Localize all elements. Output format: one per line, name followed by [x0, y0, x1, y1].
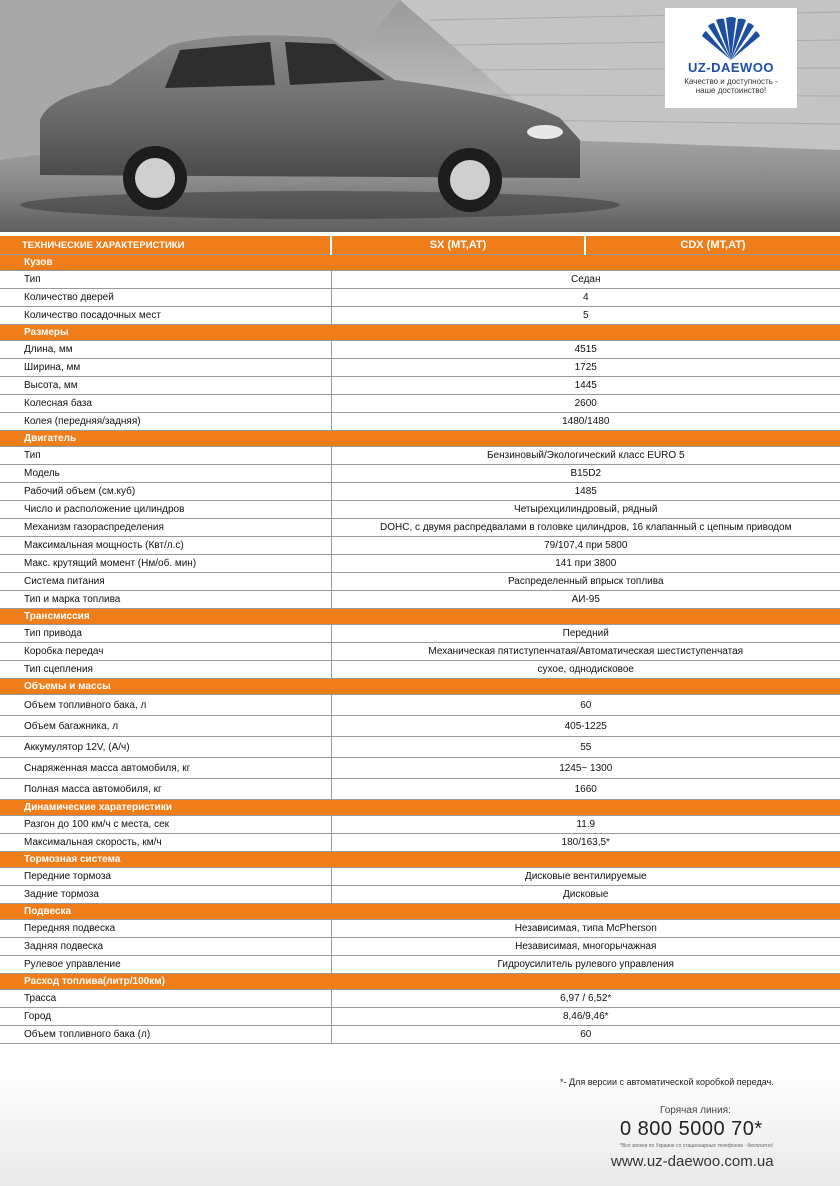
spec-label: Тип сцепления [0, 661, 331, 679]
section-title: Тормозная система [0, 852, 840, 868]
spec-value: Независимая, многорычажная [331, 938, 840, 956]
section-title: Кузов [0, 255, 840, 271]
website-link[interactable]: www.uz-daewoo.com.ua [611, 1153, 774, 1170]
spec-row [0, 483, 840, 501]
section-header [0, 609, 840, 625]
spec-value: 55 [331, 737, 840, 758]
section-header [0, 974, 840, 990]
section-header [0, 852, 840, 868]
spec-value: 1485 [331, 483, 840, 501]
spec-row [0, 591, 840, 609]
spec-row [0, 643, 840, 661]
daewoo-shell-icon [696, 14, 766, 62]
spec-row [0, 395, 840, 413]
spec-value: Передний [331, 625, 840, 643]
spec-value: Дисковые [331, 886, 840, 904]
header-col-cdx: CDX (MT,AT) [585, 236, 840, 255]
hotline-label: Горячая линия: [660, 1105, 731, 1116]
header-col-sx: SX (MT,AT) [331, 236, 585, 255]
spec-value: 4 [331, 289, 840, 307]
table-header [0, 236, 840, 255]
header-title: ТЕХНИЧЕСКИЕ ХАРАКТЕРИСТИКИ [0, 236, 331, 255]
spec-row [0, 465, 840, 483]
spec-label: Тип [0, 271, 331, 289]
spec-row [0, 886, 840, 904]
spec-value: сухое, однодисковое [331, 661, 840, 679]
section-title: Подвеска [0, 904, 840, 920]
section-header [0, 325, 840, 341]
hotline-note: *Все звонки по Украине со стационарных телефонов - бесплатно! [620, 1143, 773, 1149]
spec-label: Задняя подвеска [0, 938, 331, 956]
spec-label: Снаряженная масса автомобиля, кг [0, 758, 331, 779]
spec-value: Независимая, типа McPherson [331, 920, 840, 938]
spec-label: Полная масса автомобиля, кг [0, 779, 331, 800]
spec-label: Механизм газораспределения [0, 519, 331, 537]
spec-label: Тип [0, 447, 331, 465]
spec-row [0, 716, 840, 737]
spec-row [0, 359, 840, 377]
spec-row [0, 834, 840, 852]
spec-value: Механическая пятиступенчатая/Автоматическая шестиступенчатая [331, 643, 840, 661]
spec-value: Бензиновый/Экологический класс EURO 5 [331, 447, 840, 465]
section-title: Расход топлива(литр/100км) [0, 974, 840, 990]
spec-row [0, 779, 840, 800]
hero-banner [0, 0, 840, 232]
section-title: Двигатель [0, 431, 840, 447]
spec-label: Колесная база [0, 395, 331, 413]
section-title: Трансмиссия [0, 609, 840, 625]
spec-value: 5 [331, 307, 840, 325]
spec-value: 180/163,5* [331, 834, 840, 852]
spec-value: Четырехцилиндровый, рядный [331, 501, 840, 519]
section-title: Размеры [0, 325, 840, 341]
spec-value: Распределенный впрыск топлива [331, 573, 840, 591]
spec-label: Коробка передач [0, 643, 331, 661]
spec-row [0, 868, 840, 886]
spec-label: Макс. крутящий момент (Нм/об. мин) [0, 555, 331, 573]
spec-row [0, 341, 840, 359]
spec-row [0, 537, 840, 555]
spec-row [0, 447, 840, 465]
hotline-number: 0 800 5000 70* [620, 1118, 763, 1140]
spec-value: 60 [331, 1026, 840, 1044]
spec-row [0, 1026, 840, 1044]
spec-value: DOHC, с двумя распредвалами в головке цилиндров, 16 клапанный с цепным приводом [331, 519, 840, 537]
spec-value: 1480/1480 [331, 413, 840, 431]
section-header [0, 679, 840, 695]
spec-value: 1445 [331, 377, 840, 395]
spec-label: Количество дверей [0, 289, 331, 307]
footnote: *- Для версии с автоматической коробкой передач. [560, 1077, 774, 1087]
spec-value: 79/107,4 при 5800 [331, 537, 840, 555]
section-header [0, 431, 840, 447]
spec-label: Аккумулятор 12V, (А/ч) [0, 737, 331, 758]
spec-value: 4515 [331, 341, 840, 359]
spec-row [0, 519, 840, 537]
spec-value: Седан [331, 271, 840, 289]
spec-label: Колея (передняя/задняя) [0, 413, 331, 431]
spec-value: 11.9 [331, 816, 840, 834]
spec-value: B15D2 [331, 465, 840, 483]
spec-label: Город [0, 1008, 331, 1026]
spec-label: Разгон до 100 км/ч с места, сек [0, 816, 331, 834]
spec-row [0, 956, 840, 974]
tagline-line1: Качество и доступность - [684, 77, 778, 86]
spec-value: Гидроусилитель рулевого управления [331, 956, 840, 974]
spec-row [0, 625, 840, 643]
spec-label: Количество посадочных мест [0, 307, 331, 325]
spec-row [0, 990, 840, 1008]
spec-label: Длина, мм [0, 341, 331, 359]
spec-label: Тип привода [0, 625, 331, 643]
spec-value: 60 [331, 695, 840, 716]
spec-row [0, 377, 840, 395]
spec-label: Модель [0, 465, 331, 483]
spec-label: Задние тормоза [0, 886, 331, 904]
spec-row [0, 737, 840, 758]
spec-label: Передние тормоза [0, 868, 331, 886]
spec-row [0, 307, 840, 325]
uz-daewoo-logo [665, 8, 797, 108]
spec-value: 1725 [331, 359, 840, 377]
brand-tagline [665, 77, 797, 95]
spec-value: 141 при 3800 [331, 555, 840, 573]
spec-label: Система питания [0, 573, 331, 591]
section-title: Динамические харатеристики [0, 800, 840, 816]
spec-row [0, 816, 840, 834]
spec-value: 8,46/9,46* [331, 1008, 840, 1026]
spec-value: 1245~ 1300 [331, 758, 840, 779]
spec-value: АИ-95 [331, 591, 840, 609]
spec-row [0, 413, 840, 431]
brand-name: UZ-DAEWOO [687, 60, 775, 75]
spec-label: Максимальная мощность (Квт/л.с) [0, 537, 331, 555]
spec-label: Объем топливного бака, л [0, 695, 331, 716]
spec-row [0, 661, 840, 679]
spec-value: 1660 [331, 779, 840, 800]
spec-label: Тип и марка топлива [0, 591, 331, 609]
spec-label: Передняя подвеска [0, 920, 331, 938]
section-header [0, 800, 840, 816]
spec-row [0, 573, 840, 591]
spec-row [0, 289, 840, 307]
spec-label: Число и расположение цилиндров [0, 501, 331, 519]
spec-label: Рабочий объем (см.куб) [0, 483, 331, 501]
spec-label: Объем топливного бака (л) [0, 1026, 331, 1044]
spec-label: Трасса [0, 990, 331, 1008]
section-title: Объемы и массы [0, 679, 840, 695]
spec-row [0, 555, 840, 573]
spec-label: Максимальная скорость, км/ч [0, 834, 331, 852]
spec-row [0, 271, 840, 289]
spec-label: Объем багажника, л [0, 716, 331, 737]
spec-row [0, 938, 840, 956]
spec-row [0, 758, 840, 779]
spec-value: 2600 [331, 395, 840, 413]
spec-value: Дисковые вентилируемые [331, 868, 840, 886]
spec-row [0, 1008, 840, 1026]
spec-label: Ширина, мм [0, 359, 331, 377]
spec-row [0, 501, 840, 519]
spec-label: Высота, мм [0, 377, 331, 395]
spec-value: 6,97 / 6,52* [331, 990, 840, 1008]
spec-row [0, 695, 840, 716]
spec-value: 405-1225 [331, 716, 840, 737]
section-header [0, 904, 840, 920]
spec-label: Рулевое управление [0, 956, 331, 974]
tagline-line2: наше достоинство! [695, 86, 767, 95]
section-header [0, 255, 840, 271]
specs-table [0, 236, 840, 1044]
spec-row [0, 920, 840, 938]
